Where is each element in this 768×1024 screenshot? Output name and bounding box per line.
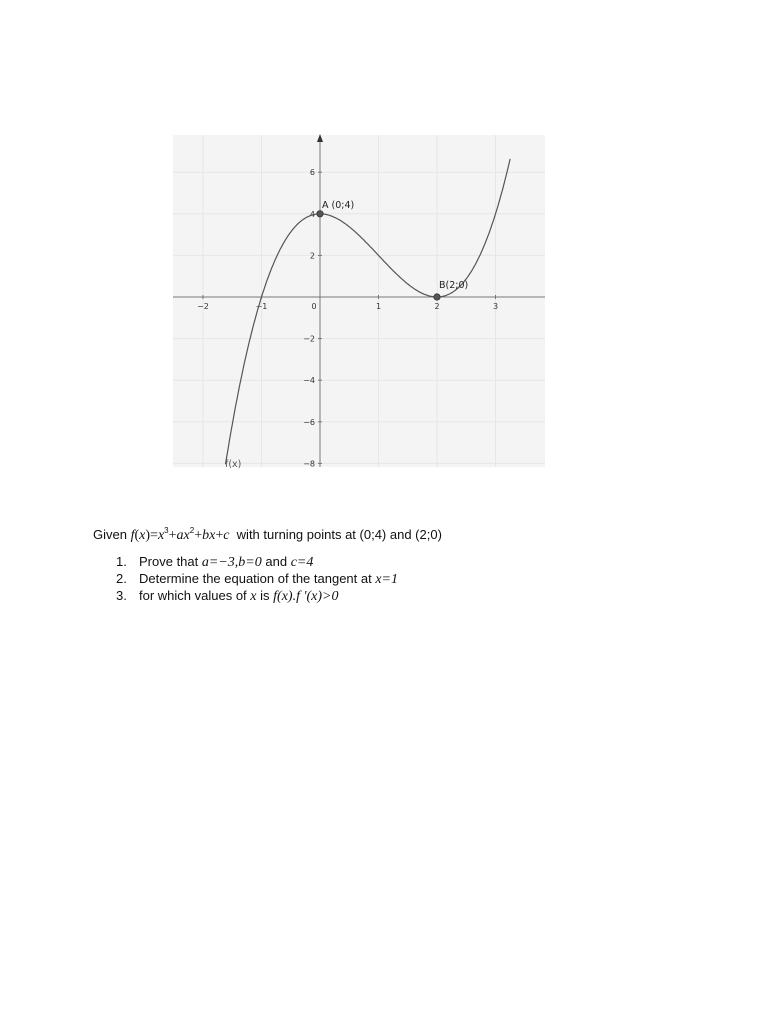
point-a [317, 211, 323, 217]
item-math: f(x).f '(x)>0 [273, 589, 339, 604]
item-math: a=−3,b=0 [201, 555, 262, 570]
item-text: and [265, 554, 288, 569]
y-tick-label: 4 [309, 209, 315, 219]
y-tick-label: 2 [309, 251, 315, 261]
x-tick-label: −2 [197, 302, 209, 311]
point-a-label: A (0;4) [322, 199, 355, 211]
x-tick-label: 0 [311, 302, 317, 311]
item-math: x [250, 589, 257, 604]
item-text: Determine the equation of the tangent at [139, 571, 372, 586]
y-tick-label: 6 [309, 168, 315, 178]
function-definition: $f(x)=x^3+ax^2+bx+c$ [130, 526, 230, 543]
item-text: Prove that [139, 554, 199, 569]
list-item [93, 587, 713, 604]
x-tick-label: 2 [434, 302, 440, 311]
point-b-label: B(2;0) [439, 280, 469, 291]
x-tick-label: 3 [492, 302, 499, 311]
x-tick-label: 1 [375, 302, 382, 311]
task-list [93, 553, 713, 604]
list-item [93, 553, 713, 570]
y-tick-label: −8 [303, 459, 315, 469]
y-tick-label: −6 [303, 417, 315, 427]
y-tick-label: −4 [303, 376, 315, 386]
x-tick-label: −1 [255, 302, 268, 311]
item-text: is [260, 588, 270, 603]
problem-statement [93, 526, 713, 604]
item-number: 2. [116, 571, 127, 586]
item-text: for which values of [139, 588, 247, 603]
item-number: 1. [116, 554, 127, 569]
point-b [434, 294, 440, 300]
given-line [93, 526, 713, 544]
y-tick-label: −2 [303, 334, 315, 344]
given-word: Given [93, 527, 127, 542]
given-tail: with turning points at (0;4) and (2;0) [236, 527, 442, 542]
function-label: f(x) [225, 459, 242, 470]
item-number: 3. [116, 588, 127, 603]
item-math: c=4 [290, 555, 314, 570]
list-item [93, 570, 713, 587]
graph-background [173, 135, 545, 467]
item-math: x=1 [375, 572, 399, 587]
